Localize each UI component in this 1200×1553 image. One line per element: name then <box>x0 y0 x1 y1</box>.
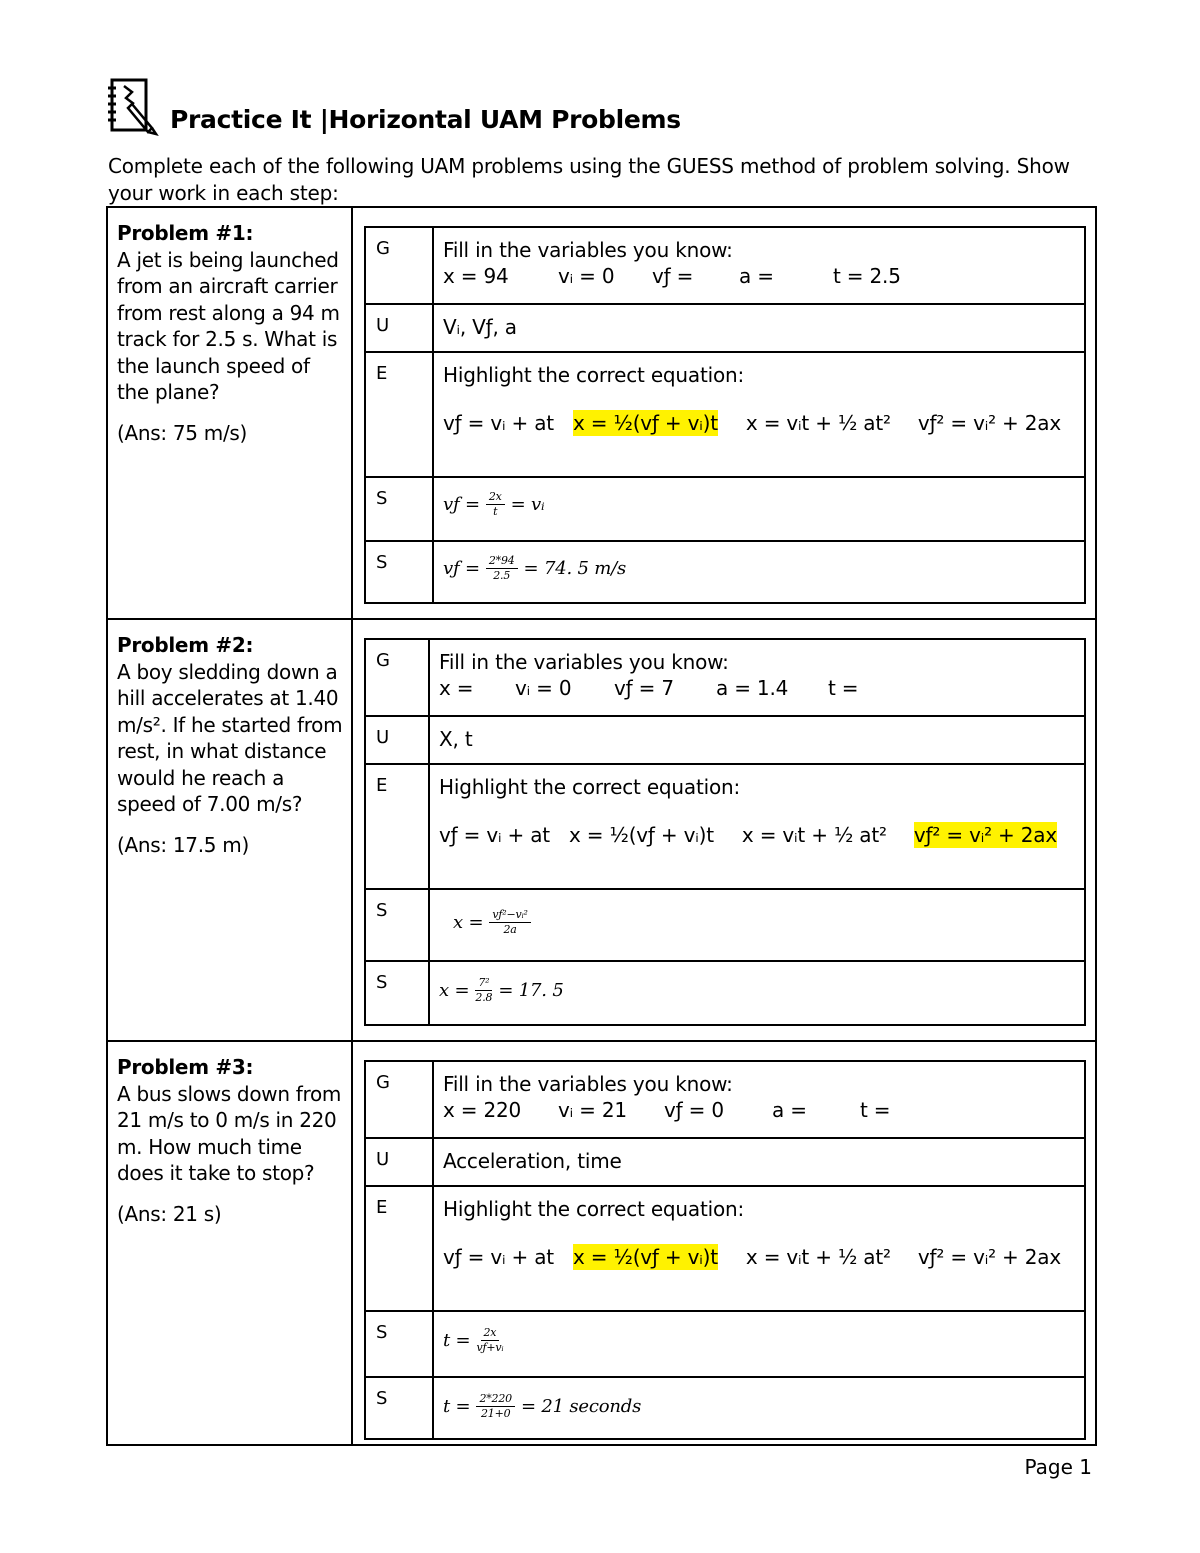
step-label: U <box>366 1139 434 1185</box>
equation-option[interactable]: x = vᵢt + ½ at² <box>745 411 891 435</box>
guess-row-unknown <box>366 715 1084 763</box>
given-x: x = <box>439 676 474 700</box>
math-denominator: 2.8 <box>475 991 493 1004</box>
intro-text: Complete each of the following UAM problems using the GUESS method of problem solving. Show your work in each step: <box>108 154 1070 205</box>
solve-expression <box>439 977 1084 1004</box>
step-label: G <box>366 1062 434 1137</box>
math-denominator: 2.5 <box>493 569 511 582</box>
given-t: t = <box>860 1098 891 1122</box>
given-vi: vᵢ = 21 <box>558 1098 627 1122</box>
given-a: a = <box>739 264 774 288</box>
step-label: S <box>366 1312 434 1376</box>
page-title: Practice It |Horizontal UAM Problems <box>170 105 681 134</box>
math-fraction <box>475 977 492 1004</box>
guess-row-substitute <box>366 476 1084 540</box>
equation-option[interactable]: vƒ² = vᵢ² + 2ax <box>917 1245 1061 1269</box>
math-rhs: = 17. 5 <box>498 979 564 1001</box>
equation-option[interactable]: x = ½(vƒ + vᵢ)t <box>573 1245 718 1269</box>
guess-row-substitute <box>366 1310 1084 1376</box>
equation-list <box>443 1244 1084 1270</box>
math-denominator: t <box>493 505 498 518</box>
given-prompt: Fill in the variables you know: <box>439 650 729 674</box>
math-denominator: 2a <box>503 923 517 936</box>
given-t: t = <box>828 676 859 700</box>
problem-question <box>108 620 353 1040</box>
step-label: S <box>366 478 434 540</box>
problems-table <box>106 206 1097 1446</box>
guess-row-equation <box>366 763 1084 888</box>
equation-option[interactable]: x = ½(vƒ + vᵢ)t <box>573 411 718 435</box>
given-vf: vƒ = 7 <box>614 676 674 700</box>
unknown-text: Vᵢ, Vƒ, a <box>443 315 517 339</box>
given-t: t = 2.5 <box>833 264 901 288</box>
problem-text: A bus slows down from 21 m/s to 0 m/s in 220 m. How much time does it take to stop? <box>117 1081 342 1185</box>
given-vf: vƒ = <box>652 264 694 288</box>
math-denominator: vƒ+vᵢ <box>476 1341 504 1354</box>
math-numerator: 2*220 <box>476 1393 515 1407</box>
guess-row-solve <box>366 1376 1084 1440</box>
problem-1 <box>108 208 1095 618</box>
guess-table <box>364 226 1086 604</box>
math-rhs: = vᵢ <box>510 493 545 515</box>
problem-question <box>108 208 353 618</box>
substitute-expression <box>443 1327 1084 1354</box>
problem-question <box>108 1042 353 1444</box>
step-label: G <box>366 640 430 715</box>
math-lhs: vƒ = <box>443 557 480 579</box>
step-label: U <box>366 305 434 351</box>
title-row <box>104 72 681 136</box>
unknown-text: X, t <box>439 727 473 751</box>
math-numerator: vƒ²−vᵢ² <box>489 909 530 923</box>
guess-table <box>364 638 1086 1026</box>
step-label: S <box>366 890 430 960</box>
equation-prompt: Highlight the correct equation: <box>443 1197 744 1221</box>
given-a: a = 1.4 <box>716 676 789 700</box>
math-fraction <box>486 555 518 582</box>
step-label: G <box>366 228 434 303</box>
guess-row-solve <box>366 540 1084 604</box>
given-prompt: Fill in the variables you know: <box>443 238 733 262</box>
given-vf: vƒ = 0 <box>664 1098 724 1122</box>
guess-row-given <box>366 1062 1084 1137</box>
step-label: E <box>366 765 430 888</box>
problem-heading: Problem #3: <box>117 1055 254 1079</box>
math-lhs: t = <box>443 1329 471 1351</box>
problem-2 <box>108 618 1095 1040</box>
step-label: S <box>366 1378 434 1440</box>
guess-row-equation <box>366 351 1084 476</box>
equation-option[interactable]: vƒ = vᵢ + at <box>439 823 550 847</box>
guess-row-solve <box>366 960 1084 1026</box>
equation-prompt: Highlight the correct equation: <box>443 363 744 387</box>
pencil-notebook-icon <box>104 76 162 136</box>
math-rhs: = 74. 5 m/s <box>523 557 627 579</box>
solve-expression <box>443 1393 1084 1420</box>
equation-option[interactable]: vƒ = vᵢ + at <box>443 411 554 435</box>
problem-text: A jet is being launched from an aircraft carrier from rest along a 94 m track for 2.5 s. What is the launch speed of the plane? <box>117 247 340 404</box>
math-rhs: = 21 seconds <box>520 1395 642 1417</box>
math-numerator: 7² <box>475 977 492 991</box>
given-a: a = <box>772 1098 807 1122</box>
math-lhs: vƒ = <box>443 493 480 515</box>
equation-option[interactable]: x = vᵢt + ½ at² <box>745 1245 891 1269</box>
equation-option[interactable]: vƒ² = vᵢ² + 2ax <box>913 823 1057 847</box>
given-x: x = 220 <box>443 1098 522 1122</box>
problem-heading: Problem #1: <box>117 221 254 245</box>
equation-option[interactable]: x = vᵢt + ½ at² <box>741 823 887 847</box>
problem-answer: (Ans: 17.5 m) <box>117 832 249 857</box>
equation-option[interactable]: vƒ = vᵢ + at <box>443 1245 554 1269</box>
equation-list <box>443 410 1084 436</box>
given-prompt: Fill in the variables you know: <box>443 1072 733 1096</box>
guess-row-substitute <box>366 888 1084 960</box>
math-numerator: 2x <box>481 1327 500 1341</box>
unknown-text: Acceleration, time <box>443 1149 622 1173</box>
guess-table <box>364 1060 1086 1440</box>
math-denominator: 21+0 <box>480 1407 511 1420</box>
problem-answer: (Ans: 21 s) <box>117 1201 222 1226</box>
given-x: x = 94 <box>443 264 509 288</box>
math-fraction <box>486 491 505 518</box>
page-number: Page 1 <box>1024 1455 1092 1479</box>
math-lhs: t = <box>443 1395 471 1417</box>
math-numerator: 2*94 <box>486 555 518 569</box>
guess-row-unknown <box>366 1137 1084 1185</box>
math-lhs: x = <box>453 911 484 933</box>
guess-row-given <box>366 228 1084 303</box>
problem-text: A boy sledding down a hill accelerates at 1.40 m/s². If he started from rest, in what distance would he reach a speed of 7.00 m/s? <box>117 659 343 816</box>
math-fraction <box>476 1393 515 1420</box>
step-label: E <box>366 353 434 476</box>
step-label: U <box>366 717 430 763</box>
guess-row-unknown <box>366 303 1084 351</box>
equation-option[interactable]: vƒ² = vᵢ² + 2ax <box>917 411 1061 435</box>
step-label: S <box>366 962 430 1026</box>
step-label: S <box>366 542 434 604</box>
given-vi: vᵢ = 0 <box>515 676 572 700</box>
equation-list <box>439 822 1084 848</box>
problem-3 <box>108 1040 1095 1444</box>
guess-row-equation <box>366 1185 1084 1310</box>
solve-expression <box>443 555 1084 582</box>
problem-heading: Problem #2: <box>117 633 254 657</box>
substitute-expression <box>443 491 1084 518</box>
math-fraction <box>489 909 530 936</box>
math-numerator: 2x <box>486 491 505 505</box>
equation-option[interactable]: x = ½(vƒ + vᵢ)t <box>569 823 714 847</box>
math-lhs: x = <box>439 979 470 1001</box>
guess-row-given <box>366 640 1084 715</box>
given-vi: vᵢ = 0 <box>558 264 615 288</box>
step-label: E <box>366 1187 434 1310</box>
math-fraction <box>476 1327 503 1354</box>
substitute-expression <box>453 909 1084 936</box>
equation-prompt: Highlight the correct equation: <box>439 775 740 799</box>
problem-answer: (Ans: 75 m/s) <box>117 420 248 445</box>
